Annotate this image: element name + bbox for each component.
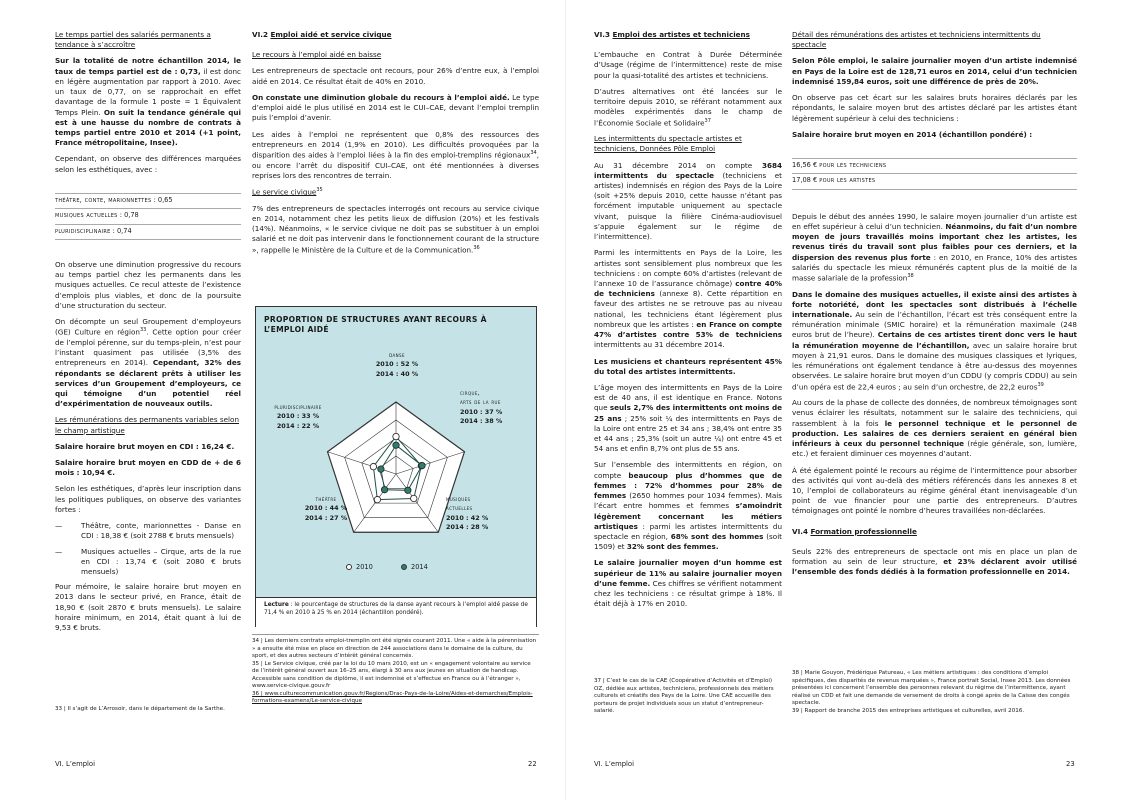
paragraph-service-civique: 7% des entrepreneurs de spectacles interrogés ont recours au service civique en 2014, notamment chez les petits lieux de diffusion (20%) et les festivals (14%). Néanmoins, « le service civique ne doit pas se substituer à un emploi salarié et ne doit pas intervenir dans le fonctionnement courant de la structure », rappelle le Ministère de la Culture et de la Communication.$^{36}$ — [252, 203, 539, 254]
value-label: 2010 : 44 % — [304, 504, 348, 513]
heading-remunerations: Les rémunérations des permanents variables selon le champ artistique — [55, 415, 239, 435]
paragraph-aides: Les aides à l’emploi ne représentent que 0,8% des ressources des entrepreneurs en 2014 (1,9% en 2010). Les difficultés provoquées par la disparition des aides à l’emploi liées à la fin des emploi-tremplins régionaux$^{34}$, ou encore l’arrêt du dispositif CUI–CAE, ont été mentionnées à diverses reprises lors des rencontres de terrain. — [252, 129, 539, 180]
footnote-36: 36 | www.culturecommunication.gouv.fr/Regions/Drac-Pays-de-la-Loire/Aides-et-demarches/Emplois-formations-examens/Le-service-civique — [252, 690, 533, 705]
subheading-intermittents: Les intermittents du spectacle artistes et techniciens, Données Pôle Emploi — [594, 134, 742, 154]
paragraph-musiques-actuelles: Dans le domaine des musiques actuelles, il existe ainsi des artistes à forte notoriété, dont les spectacles sont distribués à l’échelle internationale. Au sein de l’échantillon, l’écart est très conséquent entre la rémunération minimale (SMIC horaire) et la rémunération maximale (248 euros brut de l’heure). Certains de ces artistes tirent donc vers le haut la rémunération moyenne de l’échantillon, avec un salaire horaire brut moyen à 21,91 euros. Dans le domaine des musiques classiques et lyriques, les rémunérations ont également tendance à être au-dessus des moyennes observées. Le salaire horaire brut moyen d’un CDDU (y compris CDDU) au sein d’un opéra est de 22,4 euros ; au sein d’un orchestre, de 22,2 euros$^{39}$ — [792, 289, 1077, 391]
paragraph-recours-intermittence: À été également pointé le recours au régime de l’intermittence pour absorber des activités qui vont au-delà des métiers référencés dans les annexes 8 et 10, l’emploi de collaborateurs au régime général étant inenvisageable d’un point de vue financier pour une partie des entrepreneurs. D’autres témoignages ont pointé le nombre d’heures travaillées non-déclarées. — [792, 465, 1077, 516]
subheading-service-civique: Le service civique$^{35}$ — [252, 187, 323, 197]
value-label: 2014 : 38 % — [460, 416, 503, 425]
salaire-cdd: Salaire horaire brut moyen en CDD de + de 6 mois : 10,94 €. — [55, 458, 241, 478]
chart-legend — [346, 563, 428, 572]
chart-caption: Lecture : le pourcentage de structures de la danse ayant recours à l’emploi aidé passe de 71,4 % en 2010 à 25 % en 2014 (échantillon pondéré). — [256, 597, 536, 627]
axis-name: théâtre — [315, 495, 337, 503]
axis-label — [446, 495, 506, 532]
list-item: musiques actuelles : 0,78 — [55, 209, 241, 224]
section-title-vi3: VI.3 Emploi des artistes et techniciens — [594, 30, 750, 39]
chart-title: PROPORTION DE STRUCTURES AYANT RECOURS À L’EMPLOI AIDÉ — [264, 315, 487, 334]
value-label: 2014 : 40 % — [375, 369, 419, 378]
paragraph-hommes-femmes: Sur l’ensemble des intermittents en région, on compte beaucoup plus d’hommes que de femmes : 72% d’hommes pour 28% de femmes (2650 hommes pour 1034 femmes). Mais l’écart entre hommes et femmes s’amoindrit légèrement concernant les métiers artistiques : parmi les artistes intermittents du spectacle en région, 68% sont des hommes (soit 1509) et 32% sont des femmes. — [594, 460, 783, 552]
section-title-vi2: VI.2 Emploi aidé et service civique — [252, 30, 392, 39]
legend-marker-2010 — [346, 564, 352, 570]
footnote-33: 33 | Il s’agit de L’Arrosoir, dans le département de la Sarthe. — [55, 706, 225, 712]
footnote-35: 35 | Le Service civique, créé par la loi du 10 mars 2010, est un « engagement volontaire au service de l’intérêt général ouvert aux 16–25 ans, élargi à 30 ans aux jeunes en situation de handicap. Accessible sans condition de diplôme, il est indemnisé et s’effectue en France ou à l’étranger », www.service-civique.gouv.fr — [252, 660, 531, 690]
list-item: théâtre, conte, marionnettes : 0,65 — [55, 193, 241, 209]
data-point-2014 — [381, 487, 387, 493]
paragraph-diminution: On observe une diminution progressive du recours au temps partiel chez les permanents dans les musiques actuelles. Ce recul atteste de l’existence d’emplois plus viables, et donc de la poursuite d’une structuration du secteur. — [55, 259, 241, 310]
list-item: 16,56 € pour les techniciens — [792, 158, 1077, 174]
axis-name: arts de la rue — [460, 398, 501, 407]
paragraph-esthetiques: Selon les esthétiques, d’après leur inscription dans les politiques publiques, on observe des variantes fortes : — [55, 484, 241, 514]
data-point-2010 — [411, 495, 417, 501]
paragraph-pole-emploi: Selon Pôle emploi, le salaire journalier moyen d’un artiste indemnisé en Pays de la Loire est de 128,71 euros en 2014, celui d’un technicien indemnisé 159,84 euros, soit une différence de près de 20%. — [792, 56, 1077, 86]
paragraph-cddu: L’embauche en Contrat à Durée Déterminée d’Usage (régime de l’intermittence) reste de mise pour la quasi-totalité des artistes et techniciens. — [594, 50, 782, 80]
list-item: — Musiques actuelles – Cirque, arts de la rue en CDI : 13,74 € (soit 2080 € bruts mensuels) — [55, 546, 241, 576]
right-col-4 — [792, 30, 1077, 583]
paragraph-31-decembre: Au 31 décembre 2014 on compte 3684 intermittents du spectacle (techniciens et artistes) indemnisés en région des Pays de la Loire (soit +25% depuis 2010, cette hausse n’étant pas forcément imputable uniquement au spectacle vivant, puisque la filière Cinéma-audiovisuel s’appuie également sur le régime de l’intermittence). — [594, 160, 782, 242]
paragraph-formation: Seuls 22% des entrepreneurs de spectacle ont mis en place un plan de formation au sein de leur structure, et 23% déclarent avoir utilisé l’ensemble des fonds dédiés à la formation professionnelle en 2014. — [792, 546, 1077, 577]
left-col-1 — [55, 30, 241, 639]
paragraph-groupement: On décompte un seul Groupement d’employeurs (GE) Culture en région$^{33}$. Cette option pour créer de l’emploi pérenne, sur du temps-plein, n’est pour l’instant quasiment pas utilisée (3,5% des entrepreneurs en 2014). Cependant, 32% des répondants se déclarent prêts à utiliser les services d’un Groupement d’employeurs, ce qui témoigne d’un potentiel réel d’expérimentation de nouveaux outils. — [55, 317, 241, 409]
axis-name: cirque, — [460, 389, 481, 397]
paragraph-memoire: Pour mémoire, le salaire horaire brut moyen en 2013 dans le secteur privé, en France, était de 18,90 € (soit 2870 € bruts mensuels). Le salaire horaire minimum, en 2014, était quant à lui de 9,53 € bruts. — [55, 582, 241, 633]
footer-left: VI. L’emploi — [55, 760, 95, 769]
page-number-left: 22 — [528, 760, 537, 769]
heading-detail-remunerations: Détail des rémunérations des artistes et techniciens intermittents du spectacle — [792, 30, 1041, 50]
salaire-cdi: Salaire horaire brut moyen en CDI : 16,24 €. — [55, 441, 235, 451]
subheading-emploi-aide: Le recours à l’emploi aidé en baisse — [252, 50, 382, 60]
legend-item-2010: 2010 — [346, 563, 373, 571]
paragraph-artistes-techniciens: Parmi les intermittents en Pays de la Loire, les artistes sont sensiblement plus nombreux que les techniciens : on compte 60% d’artistes (relevant de l’annexe 10 de l’assurance chômage) contre 40% de techniciens (annexe 8). Cette répartition en faveur des artistes ne se retrouve pas au niveau national, les techniciens étant légèrement plus nombreux que les artistes : en France on compte 47% d’artistes contre 53% de techniciens intermittents au 31 décembre 2014. — [594, 248, 782, 350]
paragraph-taux-temps-partiel: Sur la totalité de notre échantillon 2014, le taux de temps partiel est de : 0,73, il est donc en légère augmentation par rapport à 2010. Avec un taux de 0,77, on se rapprochait en effet davantage de la formule 1 poste = 1 Équivalent Temps Plein. On suit la tendance générale qui est à une hausse du nombre de contrats à temps partiel entre 2010 et 2014 (+1 point, France métropolitaine, Insee). — [55, 56, 241, 148]
paragraph-ecart: On observe pas cet écart sur les salaires bruts horaires déclarés par les répondants, le salaire moyen brut des artistes déclaré par les artistes étant légèrement supérieur à celui des techniciens : — [792, 93, 1077, 123]
value-label: 2014 : 28 % — [446, 522, 489, 531]
value-label: 2010 : 37 % — [460, 407, 503, 416]
paragraph-recours: Les entrepreneurs de spectacle ont recours, pour 26% d’entre eux, à l’emploi aidé en 2014. Ce résultat était de 40% en 2010. — [252, 66, 539, 86]
section-title-vi4: VI.4 Formation professionnelle — [792, 526, 917, 536]
data-point-2010 — [374, 496, 380, 502]
paragraph-musiciens: Les musiciens et chanteurs représentent 45% du total des artistes intermittents. — [594, 356, 782, 376]
footnote-38: 38 | Marie Gouyon, Frédérique Patureau, « Les métiers artistiques : des conditions d’emploi spécifiques, des disparités de revenus marquées », France portrait Social, Insee 2013. Les données présentées ici concernent l’ensemble des personnes relevant du régime de l’intermittence, ayant réalisé un CDD et fait une demande de versement de droits à congé après de la Caisse des congés spectacle. — [792, 670, 1071, 707]
axis-name: actuelles — [446, 504, 473, 513]
axis-name: danse — [389, 351, 405, 359]
list-item: — Théâtre, conte, marionnettes - Danse en CDI : 18,38 € (soit 2788 € bruts mensuels) — [55, 521, 241, 541]
right-col-3 — [594, 30, 782, 616]
value-label: 2010 : 33 % — [276, 412, 320, 421]
axis-label — [258, 403, 338, 431]
list-item: 17,08 € pour les artistes — [792, 174, 1077, 189]
data-point-2014 — [419, 462, 425, 468]
salaire-list — [792, 158, 1077, 190]
page-number-right: 23 — [1066, 760, 1075, 769]
data-point-2010 — [370, 463, 376, 469]
value-label: 2010 : 42 % — [446, 513, 489, 522]
axis-label — [460, 389, 532, 426]
footnote-34: 34 | Les derniers contrats emploi-tremplin ont été signés courant 2011. Une « aide à la pérennisation » a ensuite été mise en place en direction de 244 associations dans le domaine de la culture, du sport, et des autres secteurs d’intérêt général concernés. — [252, 638, 537, 660]
value-label: 2014 : 22 % — [276, 421, 320, 430]
axis-label — [362, 351, 432, 379]
value-label: 2010 : 52 % — [375, 360, 419, 369]
paragraph-annees-1990: Depuis le début des années 1990, le salaire moyen journalier d’un artiste est en effet supérieur à celui d’un technicien. Néanmoins, du fait d’un nombre moyen de jours travaillés moins important chez les artistes, les revenus tirés du travail sont plus faibles pour ces derniers, et la dispersion des revenus plus forte : en 2010, en France, 10% des artistes salariés du spectacle les mieux rémunérés captent plus de la moitié de la masse salariale de la profession$^{38}$ — [792, 211, 1077, 283]
paragraph-salaire-journalier: Le salaire journalier moyen d’un homme est supérieur de 11% au salaire journalier moyen d’une femme. Ces chiffres se vérifient notamment chez les techniciens : ce résultat grimpe à 18%. Il était déjà à 17% en 2010. — [594, 558, 783, 609]
paragraph-alternatives: D’autres alternatives ont été lancées sur le territoire depuis 2010, se référant notamment aux modèles expérimentés dans le champ de l’Économie Sociale et Solidaire$^{37}$ — [594, 86, 782, 127]
list-item: pluridisciplinaire : 0,74 — [55, 225, 241, 240]
footnotes-38-39 — [792, 670, 1077, 715]
left-col-2 — [252, 30, 539, 261]
heading-temps-partiel: Le temps partiel des salariés permanents a tendance à s’accroître — [55, 30, 211, 50]
footnotes-34-36 — [252, 634, 539, 706]
radar-chart-box — [255, 306, 537, 627]
value-label: 2014 : 27 % — [304, 513, 348, 522]
paragraph-age: L’âge moyen des intermittents en Pays de la Loire est de 40 ans, il est identique en France. Notons que seuls 2,7% des intermittents ont moins de 25 ans ; 25% soit ¼ des intermittents en Pays de la Loire ont entre 25 et 34 ans ; 38,4% ont entre 35 et 44 ans ; 25,3% (soit un autre ¼) ont entre 45 et 54 ans et enfin 8,7% ont plus de 55 ans. — [594, 382, 782, 454]
axis-name: pluridisciplinaire — [274, 403, 322, 411]
footnote-39: 39 | Rapport de branche 2015 des entreprises artistiques et culturelles, avril 2016. — [792, 707, 1025, 714]
footnote-37: 37 | C’est le cas de la CAE (Coopérative d’Activités et d’Emploi) OZ, dédiée aux artistes, techniciens, professionnels des métiers culturels et créatifs des Pays de la Loire. Une CAE accueille des porteurs de projet individuels sous un statut d’entrepreneur-salarié. — [594, 678, 774, 715]
paragraph-collecte: Au cours de la phase de collecte des données, de nombreux témoignages sont venus éclairer les résultats, notamment sur le salaire des techniciens, qui rassemblent à la fois le personnel technique et le personnel de production. Les salaires de ces derniers seraient en général bien inférieurs à ceux du personnel technique (régie générale, son, lumière, etc.) et feraient diminuer ces moyennes d’autant. — [792, 398, 1077, 459]
paragraph-differences: Cependant, on observe des différences marquées selon les esthétiques, avec : — [55, 154, 241, 174]
page-gutter — [565, 0, 566, 800]
data-point-2014 — [378, 466, 384, 472]
paragraph-diminution-globale: On constate une diminution globale du recours à l’emploi aidé. Le type d’emploi aidé le plus utilisé en 2014 est le CUI–CAE, devant l’emploi tremplin puis l’emploi d’avenir. — [252, 92, 539, 123]
legend-marker-2014 — [401, 564, 407, 570]
footer-right: VI. L’emploi — [594, 760, 634, 769]
paragraph-salaire-horaire: Salaire horaire brut moyen en 2014 (échantillon pondéré) : — [792, 129, 1033, 139]
data-point-2010 — [393, 433, 399, 439]
data-point-2014 — [393, 442, 399, 448]
data-point-2014 — [405, 487, 411, 493]
legend-item-2014: 2014 — [401, 563, 428, 571]
axis-label — [296, 495, 356, 523]
axis-name: musiques — [446, 495, 471, 503]
esthetique-list — [55, 193, 241, 240]
